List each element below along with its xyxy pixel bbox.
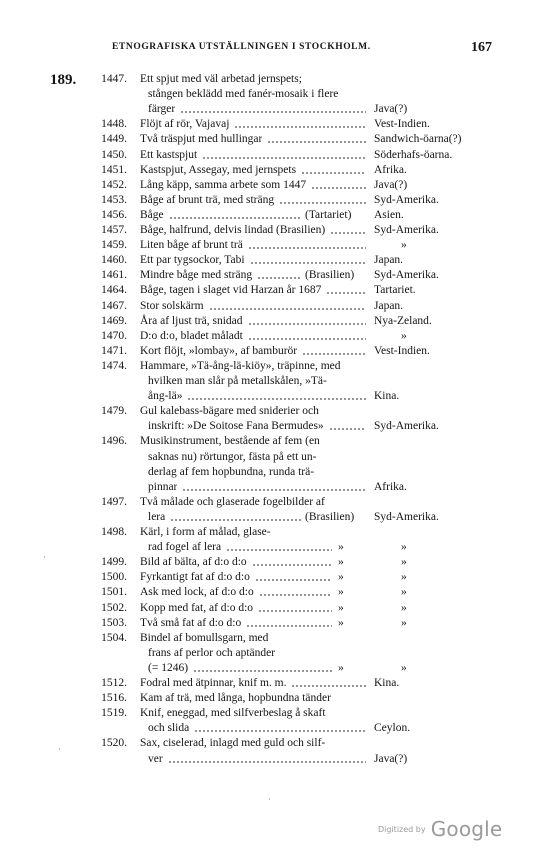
dot-leader bbox=[330, 232, 366, 234]
entry-description: Bindel af bomullsgarn, med bbox=[140, 631, 269, 644]
dot-leader bbox=[279, 202, 366, 204]
entry-number: 1457. bbox=[101, 224, 127, 236]
entry-location: Sandwich-öarna(?) bbox=[374, 133, 462, 146]
ditto-mark: » bbox=[338, 571, 344, 584]
entry-number: 1451. bbox=[101, 163, 127, 176]
entry-number: 1460. bbox=[101, 254, 127, 267]
entry-description: Liten båge af brunt trä bbox=[140, 239, 243, 252]
entry-location: Syd-Amerika. bbox=[374, 269, 439, 282]
running-header bbox=[62, 40, 492, 56]
entry-location: Java(?) bbox=[374, 103, 408, 116]
ditto-mark: » bbox=[338, 586, 344, 599]
ditto-mark: » bbox=[338, 661, 344, 674]
catalogue-entry bbox=[0, 570, 560, 585]
entry-number: 1449. bbox=[101, 133, 127, 146]
entry-number: 1467. bbox=[101, 299, 127, 312]
entry-description: inskrift: »De Soitose Fana Bermudes» bbox=[148, 420, 324, 433]
catalogue-entry bbox=[0, 178, 560, 193]
entry-description: Två träspjut med hullingar bbox=[140, 133, 263, 146]
entry-number: 1498. bbox=[101, 526, 127, 538]
entry-description: Kärl, i form af målad, glase- bbox=[140, 526, 271, 538]
catalogue-entry bbox=[0, 736, 560, 751]
catalogue-entry bbox=[0, 721, 560, 736]
entry-number: 1464. bbox=[101, 284, 127, 297]
catalogue-entry bbox=[0, 283, 560, 298]
entry-number: 1497. bbox=[101, 495, 127, 508]
dot-leader bbox=[234, 126, 366, 128]
entry-number: 1453. bbox=[101, 193, 127, 206]
entry-location: Java(?) bbox=[374, 752, 408, 765]
entry-location: » bbox=[401, 329, 407, 342]
entry-description: Båge, tagen i slaget vid Harzan år 1687 bbox=[140, 284, 322, 297]
catalogue-entry bbox=[0, 540, 560, 555]
entry-description: Musikinstrument, bestående af fem (en bbox=[140, 435, 320, 448]
dot-leader bbox=[246, 625, 332, 627]
dot-leader bbox=[301, 172, 366, 174]
catalogue-entry bbox=[0, 525, 560, 540]
entry-location: Kina. bbox=[374, 677, 400, 689]
section-number: 189. bbox=[50, 72, 77, 88]
catalogue-entry bbox=[0, 299, 560, 314]
entry-location: Kina. bbox=[374, 390, 400, 403]
entry-origin-note: (Brasilien) bbox=[305, 269, 355, 282]
catalogue-entry bbox=[0, 706, 560, 721]
entry-number: 1504. bbox=[101, 631, 127, 644]
catalogue-entry bbox=[0, 465, 560, 480]
entry-number: 1448. bbox=[101, 118, 127, 131]
entry-description: D:o d:o, bladet måladt bbox=[140, 329, 243, 342]
catalogue-entry bbox=[0, 253, 560, 268]
catalogue-entry bbox=[0, 495, 560, 510]
entry-description: rad fogel af lera bbox=[148, 541, 222, 554]
entry-description: Sax, ciselerad, inlagd med guld och silf- bbox=[140, 737, 326, 750]
catalogue-entry bbox=[0, 87, 560, 102]
entry-description: Kam af trä, med långa, hopbundna tänder bbox=[140, 692, 331, 705]
catalogue-entry bbox=[0, 691, 560, 706]
dot-leader bbox=[250, 262, 366, 264]
entry-location: Java(?) bbox=[374, 178, 408, 191]
ditto-mark: » bbox=[338, 556, 344, 569]
entry-location: Nya-Zeland. bbox=[374, 314, 432, 327]
entry-description: lera bbox=[148, 510, 166, 523]
dot-leader bbox=[311, 187, 366, 189]
entry-number: 1519. bbox=[101, 707, 127, 720]
catalogue-entry bbox=[0, 434, 560, 449]
entry-description: Flöjt af rör, Vajavaj bbox=[140, 118, 230, 131]
entry-location: Syd-Amerika. bbox=[374, 510, 439, 523]
dot-leader bbox=[170, 519, 301, 521]
entry-location: Afrika. bbox=[374, 480, 407, 493]
entry-location: » bbox=[401, 571, 407, 584]
entry-location: » bbox=[401, 541, 407, 554]
catalogue-entry bbox=[0, 601, 560, 616]
entry-number: 1470. bbox=[101, 329, 127, 342]
catalogue-entry bbox=[0, 117, 560, 132]
entry-description: stången beklädd med fanér-mosaik i flere bbox=[148, 88, 339, 101]
catalogue-entry bbox=[0, 102, 560, 117]
entry-description: Bild af bälta, af d:o d:o bbox=[140, 556, 247, 569]
entry-number: 1499. bbox=[101, 556, 127, 569]
dot-leader bbox=[194, 730, 366, 732]
dot-leader bbox=[226, 549, 332, 551]
entry-location: Söderhafs-öarna. bbox=[374, 148, 453, 161]
entry-description: Ett par tygsockor, Tabi bbox=[140, 254, 245, 267]
dot-leader bbox=[182, 489, 366, 491]
dot-leader bbox=[291, 685, 366, 687]
entry-number: 1474. bbox=[101, 359, 127, 372]
entry-location: Tartariet. bbox=[374, 284, 416, 297]
entry-description: Stor solskärm bbox=[140, 299, 204, 312]
entry-location: Afrika. bbox=[374, 163, 407, 176]
entry-description: Två målade och glaserade fogelbilder af bbox=[140, 495, 325, 508]
dot-leader bbox=[187, 398, 366, 400]
entry-number: 1501. bbox=[101, 586, 127, 599]
catalogue-entry bbox=[0, 148, 560, 163]
stray-mark: · bbox=[58, 745, 61, 754]
entry-location: Vest-Indien. bbox=[374, 118, 430, 131]
entry-description: Knif, eneggad, med silfverbeslag å skaft bbox=[140, 707, 326, 720]
dot-leader bbox=[252, 564, 332, 566]
stray-mark: · bbox=[268, 795, 271, 804]
entry-location: Japan. bbox=[374, 299, 404, 312]
catalogue-entry bbox=[0, 314, 560, 329]
catalogue-entry bbox=[0, 344, 560, 359]
catalogue-entry bbox=[0, 374, 560, 389]
entry-description: Ett kastspjut bbox=[140, 148, 198, 161]
catalogue-entry bbox=[0, 404, 560, 419]
entry-description: och slida bbox=[148, 722, 190, 735]
running-title: ETNOGRAFISKA UTSTÄLLNINGEN I STOCKHOLM. bbox=[112, 42, 371, 52]
catalogue-entry bbox=[0, 631, 560, 646]
stray-mark: · bbox=[43, 553, 46, 562]
entry-number: 1459. bbox=[101, 239, 127, 252]
ditto-mark: » bbox=[338, 541, 344, 554]
catalogue-entry bbox=[0, 268, 560, 283]
catalogue-entry bbox=[0, 329, 560, 344]
entry-number: 1471. bbox=[101, 344, 127, 357]
dot-leader bbox=[257, 277, 301, 279]
catalogue-entry bbox=[0, 616, 560, 631]
page-number: 167 bbox=[471, 40, 492, 55]
entry-number: 1520. bbox=[101, 737, 127, 750]
dot-leader bbox=[193, 670, 332, 672]
catalogue-entry bbox=[0, 208, 560, 223]
entry-location: » bbox=[401, 239, 407, 252]
catalogue-entry bbox=[0, 238, 560, 253]
dot-leader bbox=[267, 141, 366, 143]
entry-number: 1516. bbox=[101, 692, 127, 705]
catalogue-entry bbox=[0, 72, 560, 87]
entry-description: Fyrkantigt fat af d:o d:o bbox=[140, 571, 250, 584]
catalogue-entry bbox=[0, 661, 560, 676]
entry-description: färger bbox=[148, 103, 176, 116]
digitized-by-google-watermark bbox=[378, 817, 502, 841]
catalogue-entry bbox=[0, 389, 560, 404]
dot-leader bbox=[169, 217, 301, 219]
google-logo: Google bbox=[430, 817, 503, 841]
entry-location: Syd-Amerika. bbox=[374, 193, 439, 206]
dot-leader bbox=[202, 157, 366, 159]
catalogue-entry bbox=[0, 132, 560, 147]
entry-number: 1450. bbox=[101, 148, 127, 161]
catalogue-entry bbox=[0, 752, 560, 767]
entry-location: Syd-Amerika. bbox=[374, 420, 439, 433]
dot-leader bbox=[326, 292, 366, 294]
entry-description: Båge bbox=[140, 208, 164, 221]
entry-description: Kopp med fat, af d:o d:o bbox=[140, 601, 254, 614]
entry-origin-note: (Tartariet) bbox=[305, 208, 352, 221]
entry-description: pinnar bbox=[148, 480, 178, 493]
dot-leader bbox=[248, 247, 366, 249]
entry-description: Mindre båge med sträng bbox=[140, 269, 253, 282]
entry-location: » bbox=[401, 601, 407, 614]
entry-description: Båge af brunt trä, med sträng bbox=[140, 193, 275, 206]
entry-description: Ett spjut med väl arbetad jernspets; bbox=[140, 73, 302, 85]
entry-description: Fodral med ätpinnar, knif m. m. bbox=[140, 677, 287, 689]
catalogue-entry bbox=[0, 585, 560, 600]
catalogue-entry bbox=[0, 223, 560, 238]
entry-description: Lång käpp, samma arbete som 1447 bbox=[140, 178, 307, 191]
entry-description: Båge, halfrund, delvis lindad (Brasilien) bbox=[140, 224, 326, 236]
entry-description: Ask med lock, af d:o d:o bbox=[140, 586, 254, 599]
entry-description: ång-lä» bbox=[148, 390, 183, 403]
catalogue-entry bbox=[0, 359, 560, 374]
entry-description: derlag af fem hopbundna, runda trä- bbox=[148, 465, 315, 478]
ditto-mark: » bbox=[338, 601, 344, 614]
ditto-mark: » bbox=[338, 616, 344, 629]
entry-number: 1456. bbox=[101, 208, 127, 221]
entry-description: Hammare, »Tä-ång-lä-kiöy», träpinne, med bbox=[140, 359, 341, 372]
entry-location: » bbox=[401, 616, 407, 629]
entry-number: 1452. bbox=[101, 178, 127, 191]
entry-description: ver bbox=[148, 752, 163, 765]
digitized-label: Digitized by bbox=[378, 825, 426, 834]
entry-number: 1512. bbox=[101, 677, 127, 689]
dot-leader bbox=[259, 594, 332, 596]
entry-description: Åra af ljust trä, snidad bbox=[140, 314, 243, 327]
entry-number: 1502. bbox=[101, 601, 127, 614]
dot-leader bbox=[248, 338, 366, 340]
entry-description: saknas nu) rörtungor, fästa på ett un- bbox=[148, 450, 317, 463]
dot-leader bbox=[248, 323, 366, 325]
dot-leader bbox=[168, 761, 366, 763]
entry-location: » bbox=[401, 661, 407, 674]
dot-leader bbox=[302, 353, 366, 355]
catalogue-entry bbox=[0, 450, 560, 465]
entry-description: (= 1246) bbox=[148, 661, 189, 674]
entry-number: 1447. bbox=[101, 73, 127, 85]
dot-leader bbox=[209, 308, 366, 310]
catalogue-entry bbox=[0, 646, 560, 661]
entry-location: » bbox=[401, 556, 407, 569]
dot-leader bbox=[329, 428, 366, 430]
dot-leader bbox=[258, 610, 332, 612]
entry-location: Vest-Indien. bbox=[374, 344, 430, 357]
entry-location: Ceylon. bbox=[374, 722, 411, 735]
dot-leader bbox=[255, 579, 332, 581]
catalogue-entry bbox=[0, 163, 560, 178]
catalogue-entry bbox=[0, 510, 560, 525]
catalogue-entry bbox=[0, 419, 560, 434]
entry-number: 1503. bbox=[101, 616, 127, 629]
catalogue-entry bbox=[0, 555, 560, 570]
entry-description: Två små fat af d:o d:o bbox=[140, 616, 242, 629]
entry-number: 1500. bbox=[101, 571, 127, 584]
entry-number: 1469. bbox=[101, 314, 127, 327]
catalogue-entry bbox=[0, 193, 560, 208]
entry-origin-note: (Brasilien) bbox=[305, 510, 355, 523]
entry-location: Asien. bbox=[374, 208, 404, 221]
entry-description: Kort flöjt, »lombay», af bamburör bbox=[140, 344, 298, 357]
entry-description: Gul kalebass-bägare med sniderier och bbox=[140, 405, 319, 418]
entry-description: frans af perlor och aptänder bbox=[148, 646, 276, 659]
entry-number: 1496. bbox=[101, 435, 127, 448]
entry-location: » bbox=[401, 586, 407, 599]
entry-location: Japan. bbox=[374, 254, 404, 267]
catalogue-entry bbox=[0, 676, 560, 691]
entry-description: Kastspjut, Assegay, med jernspets bbox=[140, 163, 297, 176]
dot-leader bbox=[180, 111, 366, 113]
entry-description: hvilken man slår på metallskålen, »Tä- bbox=[148, 375, 327, 387]
entry-number: 1479. bbox=[101, 405, 127, 418]
entry-location: Syd-Amerika. bbox=[374, 224, 439, 236]
catalogue-entry bbox=[0, 480, 560, 495]
entry-number: 1461. bbox=[101, 269, 127, 282]
